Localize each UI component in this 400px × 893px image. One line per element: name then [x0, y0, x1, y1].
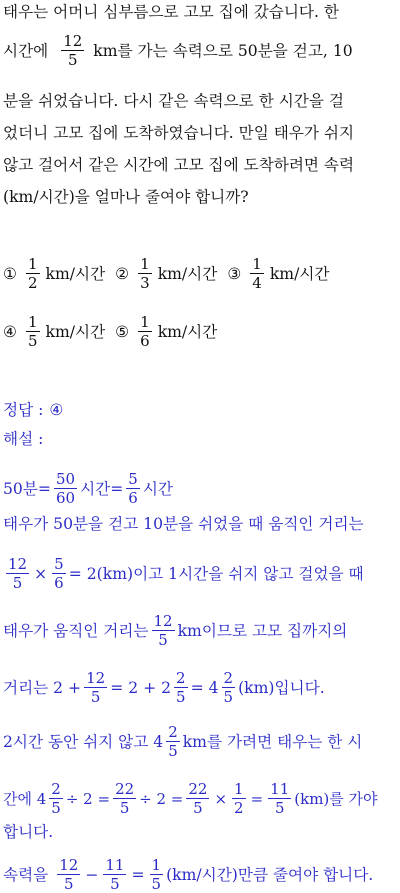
fraction: $\frac{2}{5}$ [223, 669, 234, 706]
times-sign: × [214, 789, 228, 808]
option-unit: km/시간 [45, 322, 106, 341]
solution-text: 50분= [3, 479, 51, 498]
question-text: km를 가는 속력으로 50분을 걷고, 10 [93, 41, 353, 60]
option-mark: ① [3, 264, 17, 283]
option-4[interactable] [3, 313, 105, 350]
question-line-5: 않고 걸어서 같은 시간에 고모 집에 도착하려면 속력 [3, 156, 355, 174]
fraction [61, 32, 84, 69]
solution-text: (km/시간)만큼 줄여야 합니다. [166, 865, 374, 884]
solution-line-4 [3, 612, 398, 649]
fraction: $\frac{12}{5}$ [86, 669, 106, 706]
numerator: 12 [63, 32, 83, 50]
question-line-2 [3, 32, 398, 69]
option-unit: km/시간 [269, 264, 330, 283]
solution-text: 2시간 동안 쉬지 않고 4 [3, 732, 164, 751]
option-5[interactable] [115, 313, 217, 350]
question-text: 시간에 [3, 41, 49, 60]
fraction: $\frac{5}{6}$ [128, 470, 138, 507]
solution-text: 간에 4 [3, 789, 47, 808]
solution-text: 거리는 2 + [3, 678, 82, 697]
solution-line-6 [3, 723, 398, 760]
minus-sign: − [85, 865, 99, 884]
solution-text: km이므로 고모 집까지의 [177, 621, 348, 640]
fraction: $\frac{1}{6}$ [140, 313, 150, 350]
solution-label: 해설 : [3, 430, 44, 448]
fraction: $\frac{1}{5}$ [151, 856, 162, 893]
option-unit: km/시간 [45, 264, 106, 283]
solution-text: ÷ 2 = [65, 789, 111, 808]
option-mark: ⑤ [115, 322, 130, 341]
fraction: $\frac{2}{5}$ [176, 669, 186, 706]
answer-value: ④ [49, 401, 64, 419]
fraction: $\frac{2}{5}$ [168, 723, 178, 760]
option-3[interactable] [227, 255, 329, 292]
solution-line-3 [3, 555, 398, 592]
fraction: $\frac{50}{60}$ [55, 470, 76, 507]
fraction: $\frac{1}{2}$ [27, 255, 38, 292]
options-row-1 [3, 255, 398, 292]
equals-sign: = [131, 865, 145, 884]
option-unit: km/시간 [157, 322, 218, 341]
fraction: $\frac{12}{5}$ [153, 612, 173, 649]
question-line-1: 태우는 어머니 심부름으로 고모 집에 갔습니다. 한 [3, 3, 339, 21]
solution-text: 속력을 [3, 865, 49, 884]
solution-text: = 2(km)이고 1시간을 쉬지 않고 걸었을 때 [68, 564, 364, 583]
fraction: $\frac{1}{5}$ [27, 313, 38, 350]
solution-text: 시간 [142, 479, 173, 498]
fraction: $\frac{12}{5}$ [8, 555, 28, 592]
fraction: $\frac{1}{2}$ [234, 780, 244, 817]
fraction: $\frac{11}{5}$ [105, 856, 125, 893]
fraction: $\frac{5}{6}$ [54, 555, 64, 592]
fraction: $\frac{2}{5}$ [51, 780, 61, 817]
option-2[interactable] [115, 255, 217, 292]
options-row-2 [3, 313, 398, 350]
solution-line-7 [3, 780, 398, 817]
solution-text: ÷ 2 = [139, 789, 184, 808]
question-line-6: (km/시간)을 얼마나 줄여야 합니까? [3, 188, 249, 206]
option-mark: ③ [227, 264, 242, 283]
solution-text: 태우가 움직인 거리는 [3, 621, 149, 640]
solution-text: km를 가려면 태우는 한 시 [182, 732, 363, 751]
fraction: $\frac{12}{5}$ [59, 856, 79, 893]
solution-line-1 [3, 470, 398, 507]
solution-text: 시간= [80, 479, 124, 498]
question-line-4: 었더니 고모 집에 도착하였습니다. 만일 태우가 쉬지 [3, 124, 355, 142]
fraction: $\frac{1}{3}$ [140, 255, 150, 292]
option-unit: km/시간 [157, 264, 218, 283]
solution-line-5 [3, 669, 398, 706]
solution-line-9 [3, 856, 398, 893]
answer-line [3, 400, 398, 420]
option-mark: ② [115, 264, 130, 283]
solution-text: = 2 + 2 [110, 678, 172, 697]
fraction: $\frac{11}{5}$ [270, 780, 290, 817]
denominator: 5 [67, 51, 78, 69]
solution-line-8: 합니다. [3, 823, 54, 841]
fraction: $\frac{22}{5}$ [115, 780, 135, 817]
solution-text: = 4 [190, 678, 219, 697]
solution-line-2: 태우가 50분을 걷고 10분을 쉬었을 때 움직인 거리는 [3, 515, 364, 533]
solution-text: (km)입니다. [238, 678, 325, 697]
fraction: $\frac{22}{5}$ [188, 780, 208, 817]
question-line-3: 분을 쉬었습니다. 다시 같은 속력으로 한 시간을 걸 [3, 92, 344, 110]
times-sign: × [34, 564, 48, 583]
fraction: $\frac{1}{4}$ [252, 255, 262, 292]
equals-sign: = [250, 789, 264, 808]
option-mark: ④ [3, 322, 17, 341]
option-1[interactable] [3, 255, 105, 292]
answer-label: 정답 : [3, 401, 44, 419]
solution-text: (km)를 가야 [294, 789, 378, 808]
